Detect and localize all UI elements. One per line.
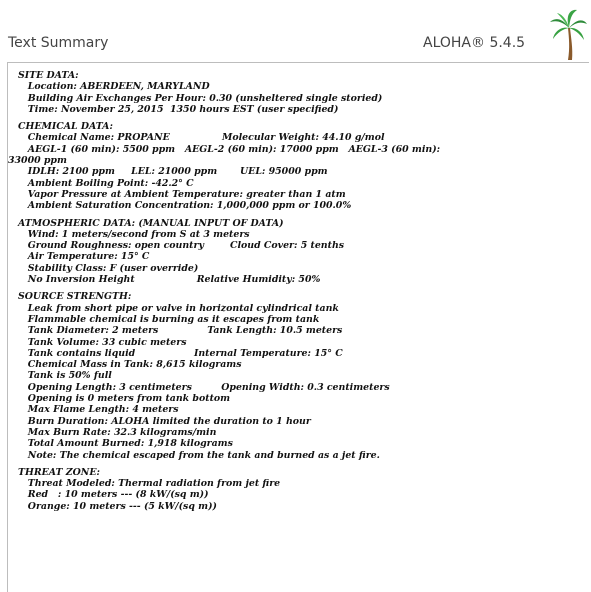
summary-line: Burn Duration: ALOHA limited the duration to 1 hour [18,415,311,427]
summary-line: Ambient Saturation Concentration: 1,000,000 ppm or 100.0% [18,200,352,212]
summary-line: Chemical Mass in Tank: 8,615 kilograms [18,359,242,371]
section-heading: SOURCE STRENGTH: [18,291,132,303]
summary-line: Opening is 0 meters from tank bottom [18,393,231,405]
summary-line: Leak from short pipe or valve in horizontal cylindrical tank [18,302,339,314]
section-heading: SITE DATA: [18,70,79,81]
summary-line: Tank is 50% full [18,370,112,382]
section-source [18,291,586,460]
section-heading: THREAT ZONE: [18,466,100,478]
summary-line: Red : 10 meters --- (8 kW/(sq m)) [18,489,209,501]
summary-line: Ambient Boiling Point: -42.2° C [18,177,194,189]
summary-line: Threat Modeled: Thermal radiation from jet fire [18,478,281,490]
summary-line: Tank contains liquid Internal Temperature: 15° C [18,347,343,359]
summary-line: Tank Diameter: 2 meters Tank Length: 10.5 meters [18,325,343,337]
summary-line: Max Burn Rate: 32.3 kilograms/min [18,426,217,438]
summary-line: AEGL-1 (60 min): 5500 ppm AEGL-2 (60 min): 17000 ppm AEGL-3 (60 min): [18,143,441,155]
summary-line: Air Temperature: 15° C [18,251,150,263]
summary-line: Flammable chemical is burning as it escapes from tank [18,313,320,325]
section-site [18,70,586,115]
summary-line: Tank Volume: 33 cubic meters [18,336,187,348]
app-version: ALOHA® 5.4.5 [423,35,526,51]
summary-line: Chemical Name: PROPANE Molecular Weight: 44.10 g/mol [18,132,385,144]
summary-line: Building Air Exchanges Per Hour: 0.30 (unsheltered single storied) [18,92,383,104]
text-summary-panel [7,62,589,592]
summary-line: Vapor Pressure at Ambient Temperature: greater than 1 atm [18,188,346,200]
summary-line: Total Amount Burned: 1,918 kilograms [18,438,233,450]
summary-line: Note: The chemical escaped from the tank and burned as a jet fire. [18,449,380,461]
summary-line: 33000 ppm [8,155,67,167]
page-title: Text Summary [8,35,109,51]
section-heading: ATMOSPHERIC DATA: (MANUAL INPUT OF DATA) [18,217,284,229]
window-header [0,0,591,60]
summary-line: Time: November 25, 2015 1350 hours EST (user specified) [18,103,339,115]
summary-line: No Inversion Height Relative Humidity: 50% [18,274,321,286]
summary-line: Opening Length: 3 centimeters Opening Width: 0.3 centimeters [18,381,390,393]
section-chemical [8,121,586,212]
summary-text [8,70,586,512]
summary-line: Wind: 1 meters/second from S at 3 meters [18,228,250,240]
summary-line: Location: ABERDEEN, MARYLAND [18,81,210,93]
section-threat [18,467,586,512]
section-heading: CHEMICAL DATA: [18,121,113,133]
summary-line: Ground Roughness: open country Cloud Cover: 5 tenths [18,240,345,252]
palm-tree-icon [549,8,587,60]
summary-line: Orange: 10 meters --- (5 kW/(sq m)) [18,500,217,512]
section-atmospheric [18,218,586,286]
summary-line: Max Flame Length: 4 meters [18,404,179,416]
summary-line: IDLH: 2100 ppm LEL: 21000 ppm UEL: 95000 ppm [18,166,328,178]
summary-line: Stability Class: F (user override) [18,262,199,274]
